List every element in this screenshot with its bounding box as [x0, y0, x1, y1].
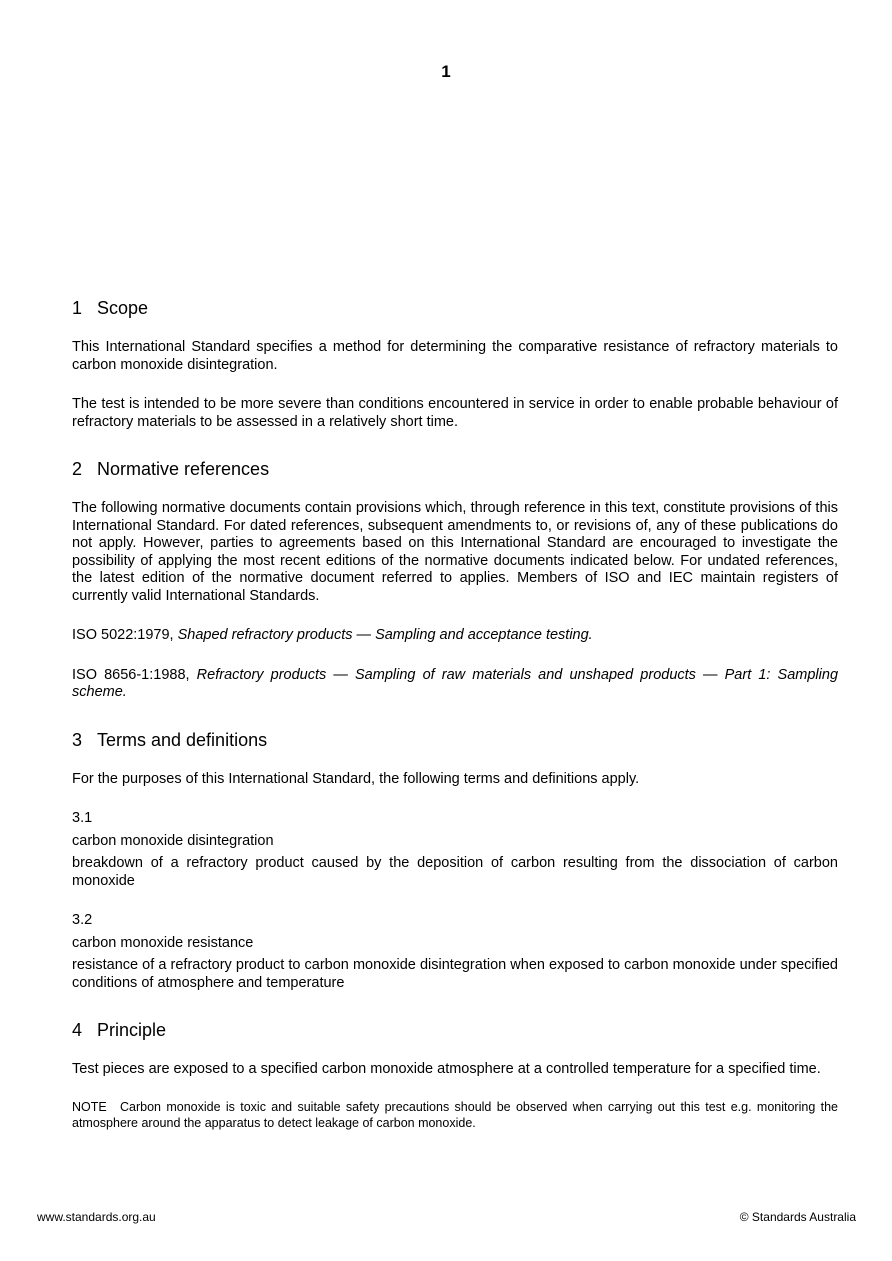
section-number: 2: [72, 459, 83, 479]
reference-iso-5022: [72, 627, 838, 645]
section-title: Normative references: [97, 459, 270, 479]
section-heading-scope: [72, 297, 838, 319]
term-name: carbon monoxide disintegration: [72, 832, 274, 849]
scope-paragraph-1: This International Standard specifies a method for determining the comparative resistance of refractory materials to carbon monoxide disintegration.: [72, 339, 838, 373]
reference-code: ISO 5022:1979,: [72, 627, 178, 643]
section-number: 1: [72, 298, 83, 318]
term-name: carbon monoxide resistance: [72, 934, 254, 951]
footer-website-link[interactable]: www.standards.org.au: [37, 1210, 156, 1224]
footer-copyright: © Standards Australia: [739, 1210, 856, 1224]
reference-title: Refractory products — Sampling of raw materials and unshaped products — Part 1: Sampling scheme.: [72, 666, 839, 700]
section-number: 4: [72, 1020, 83, 1040]
section-heading-principle: [72, 1019, 838, 1041]
section-title: Terms and definitions: [97, 729, 268, 750]
scope-paragraph-2: The test is intended to be more severe than conditions encountered in service in order to enable probable behaviour of refractory materials to be assessed in a relatively short time.: [72, 396, 838, 430]
terms-intro: For the purposes of this International Standard, the following terms and definitions apply.: [72, 770, 640, 787]
term-number: 3.2: [72, 912, 93, 928]
document-body: [72, 297, 838, 1131]
section-number: 3: [72, 729, 83, 750]
section-heading-terms: [72, 729, 838, 751]
term-number: 3.1: [72, 810, 93, 826]
section-title: Scope: [97, 298, 149, 318]
reference-iso-8656: [72, 667, 838, 702]
section-heading-normative-references: [72, 458, 838, 480]
page-number: 1: [441, 62, 451, 81]
term-definition: resistance of a refractory product to carbon monoxide disintegration when exposed to carbon monoxide under specified conditions of atmosphere and temperature: [72, 957, 838, 991]
note: [72, 1099, 838, 1131]
note-text: Carbon monoxide is toxic and suitable safety precautions should be observed when carrying out this test e.g. monitoring the atmosphere around the apparatus to detect leakage of carbon monoxide.: [72, 1099, 838, 1130]
reference-code: ISO 8656-1:1988,: [72, 666, 197, 683]
note-label: NOTE: [72, 1099, 107, 1114]
normative-paragraph: The following normative documents contain provisions which, through reference in this text, constitute provisions of this International Standard. For dated references, subsequent amendments to, or revisions of, any of these publications do not apply. However, parties to agreements based on this International Standard are encouraged to investigate the possibility of applying the most recent editions of the normative documents indicated below. For undated references, the latest edition of the normative document referred to applies. Members of ISO and IEC maintain registers of currently valid International Standards.: [72, 500, 838, 604]
reference-title: Shaped refractory products — Sampling and acceptance testing.: [177, 627, 593, 643]
term-definition: breakdown of a refractory product caused by the deposition of carbon resulting from the dissociation of carbon monoxide: [72, 855, 838, 889]
section-title: Principle: [97, 1020, 167, 1040]
principle-paragraph: Test pieces are exposed to a specified carbon monoxide atmosphere at a controlled temperature for a specified time.: [72, 1061, 821, 1077]
